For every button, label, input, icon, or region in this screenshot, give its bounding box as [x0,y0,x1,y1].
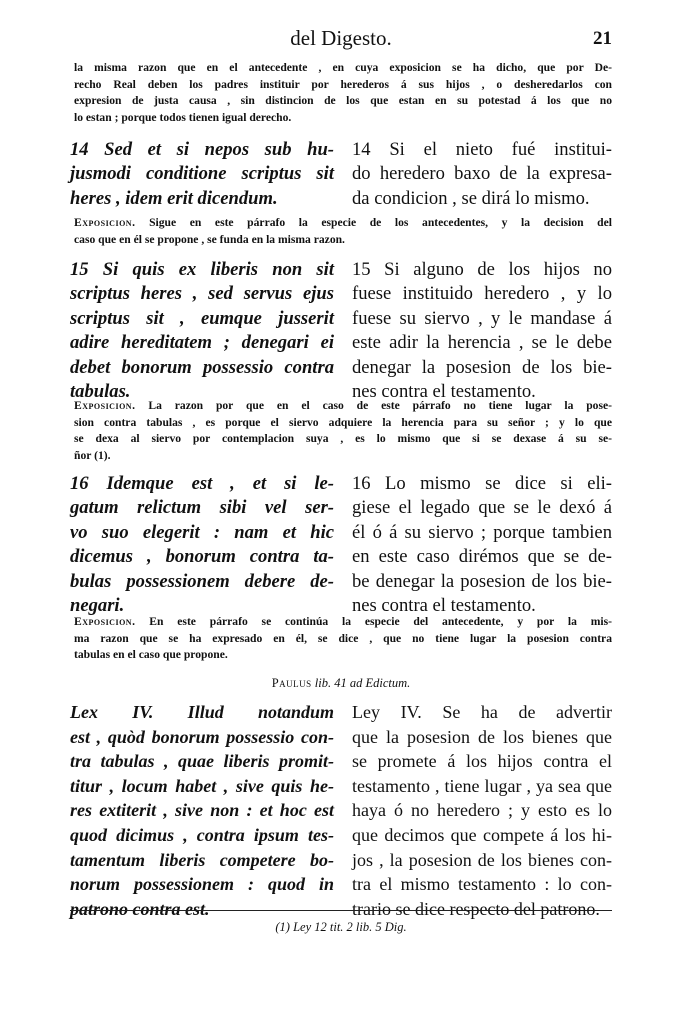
latin-line: scriptus sit , eumque jusserit [70,307,334,329]
latin-line: scriptus heres , sed servus ejus [70,283,334,305]
latin-line: tamentum liberis competere bo- [70,849,334,870]
top-exposition-note [74,60,612,126]
page-header [70,26,612,54]
spanish-text [352,138,612,211]
exposition-label: Exposicion. [74,216,136,229]
exposition-note-15 [74,398,612,464]
latin-line: titur , locum habet , sive quis he- [70,775,334,796]
latin-line: heres , idem erit dicendum. [70,187,278,209]
note-line: Sigue en este párrafo la especie de los antecedentes, y la decision del [149,216,612,229]
note-line: la misma razon que en el antecedente , en cuya exposicion se ha dicho, que por De- [74,61,612,74]
latin-line: negari. [70,595,125,617]
latin-line: 16 Idemque est , et si le- [70,473,334,494]
spanish-line: él ó á su siervo ; porque tambien [352,521,612,543]
latin-text [70,138,334,211]
note-line: ñor (1). [74,448,111,462]
spanish-text [352,258,612,404]
latin-line: jusmodi conditione scriptus sit [70,163,334,185]
spanish-line: se promete á los hijos contra el [352,751,612,772]
spanish-line: jos , la posesion de los bienes con- [352,849,612,870]
spanish-line: be denegar la posesion de los bie- [352,570,612,592]
spanish-line: haya ó no heredero ; y esto es lo [352,800,612,821]
note-line: expresion de justa causa , sin distincion de los que estan en su potestad á los que no [74,94,612,108]
note-line: caso que en él se propone , se funda en la misma razon. [74,232,345,246]
latin-line: 14 Sed et si nepos sub hu- [70,139,334,160]
spanish-line: 16 Lo mismo se dice si eli- [352,473,612,494]
note-line: La razon por que en el caso de este párrafo no tiene lugar la pose- [148,399,612,412]
latin-line: dicemus , bonorum contra ta- [70,546,334,568]
latin-line: debet bonorum possessio contra [70,356,334,378]
running-title: del Digesto. [290,26,392,50]
footnote [70,920,612,935]
note-line: recho Real deben los padres instituir por herederos á sus hijos , o desheredarlos con [74,77,612,91]
spanish-line: fuese instituido heredero , y lo [352,283,612,305]
spanish-text [352,472,612,618]
note-line: lo estan ; porque todos tienen igual derecho. [74,110,292,124]
latin-line: bulas possessionem debere de- [70,570,334,592]
rubric-source: lib. 41 ad Edictum. [314,676,411,690]
spanish-line: giese el legado que se le dexó á [352,497,612,519]
latin-line: Lex IV. Illud notandum [70,702,334,722]
note-line: ma razon que se ha expresado en él, se dice , que no tiene lugar la posesion contra [74,631,612,645]
spanish-line: Ley IV. Se ha de advertir [352,702,612,722]
spanish-line: da condicion , se dirá lo mismo. [352,187,590,209]
spanish-text [352,700,612,921]
spanish-line: do heredero baxo de la expresa- [352,163,612,185]
latin-line: gatum relictum sibi vel ser- [70,497,334,519]
latin-line: quod dicimus , contra ipsum tes- [70,824,334,845]
spanish-line: nes contra el testamento. [352,381,536,403]
spanish-line: en este caso dirémos que se de- [352,546,612,568]
exposition-note-16 [74,614,612,664]
exposition-label: Exposicion. [74,399,136,412]
latin-line: patrono contra est. [70,898,210,919]
latin-line: res extiterit , sive non : et hoc est [70,800,334,821]
spanish-line: que la posesion de los bienes que [352,726,612,747]
page-number: 21 [593,28,612,49]
spanish-line: tra el mismo testamento : lo con- [352,874,612,895]
spanish-line: fuese su siervo , y le mandase á [352,307,612,329]
note-line: En este párrafo se continúa la especie del antecedente, y por la mis- [149,615,612,628]
spanish-line: trario se dice respecto del patrono. [352,898,600,919]
spanish-line: nes contra el testamento. [352,595,536,617]
spanish-line: 14 Si el nieto fué institui- [352,139,612,160]
note-line: se dexa al siervo por contemplacion suya , es lo mismo que si se dexase á su se- [74,432,612,446]
exposition-label: Exposicion. [74,615,136,628]
latin-line: adire hereditatem ; denegari ei [70,332,334,354]
source-rubric [70,676,612,691]
latin-line: tra tabulas , quae liberis promit- [70,751,334,772]
footnote-text: (1) Ley 12 tit. 2 lib. 5 Dig. [275,920,407,934]
latin-text [70,258,334,404]
spanish-line: testamento , tiene lugar , ya sea que [352,775,612,796]
latin-line: tabulas. [70,381,131,403]
note-line: sion contra tabulas , es porque el siervo adquiere la herencia para su señor ; y lo que [74,415,612,429]
latin-line: vo suo elegerit : nam et hic [70,521,334,543]
note-line: tabulas en el caso que propone. [74,648,228,662]
spanish-line: este adir la herencia , se le debe [352,332,612,354]
spanish-line: que decimos que compete á los hi- [352,824,612,845]
latin-line: 15 Si quis ex liberis non sit [70,259,334,280]
footnote-divider [70,910,612,911]
latin-line: est , quòd bonorum possessio con- [70,726,334,747]
latin-line: norum possessionem : quod in [70,874,334,895]
exposition-note-14 [74,215,612,248]
spanish-line: denegar la posesion de los bie- [352,356,612,378]
latin-text [70,472,334,618]
latin-text [70,700,334,921]
spanish-line: 15 Si alguno de los hijos no [352,259,612,280]
rubric-author: Paulus [271,676,312,690]
